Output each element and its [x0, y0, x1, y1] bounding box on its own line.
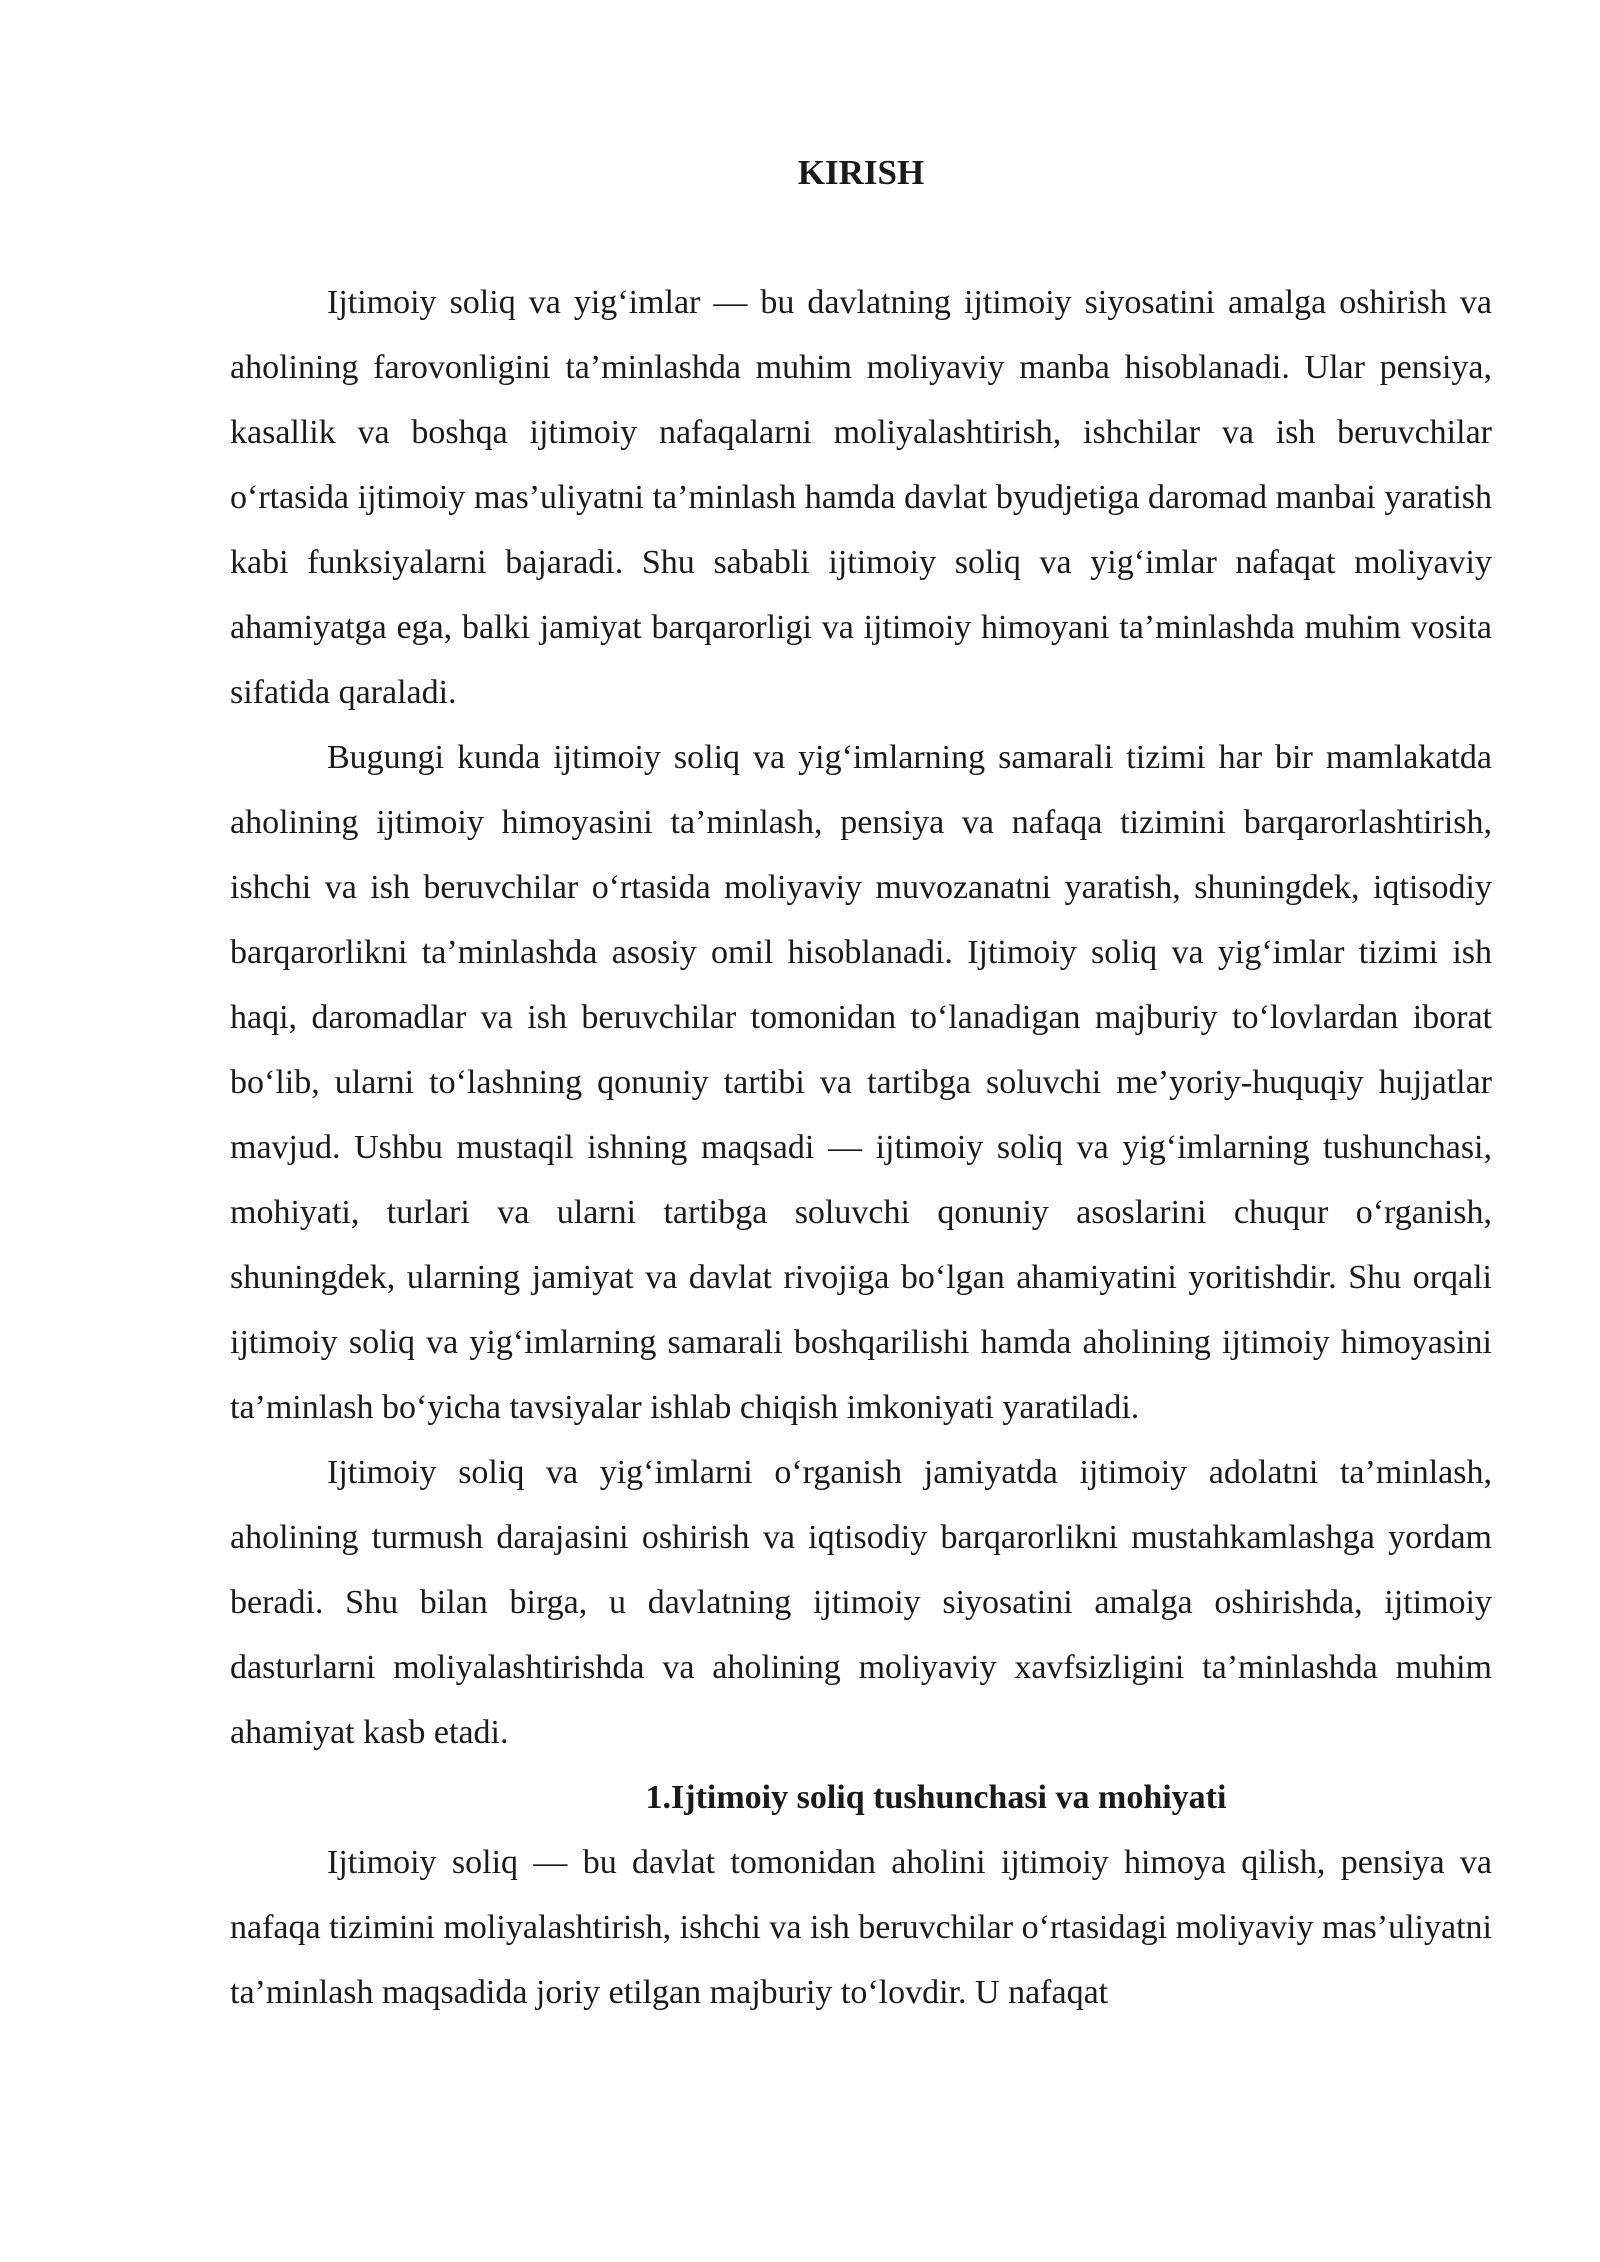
intro-paragraph-2: Bugungi kunda ijtimoiy soliq va yig‘imlarning samarali tizimi har bir mamlakatda aholining ijtimoiy himoyasini ta’minlash, pensiya va nafaqa tizimini barqarorlashtirish, ishchi va ish beruvchilar o‘rtasida moliyaviy muvozanatni yaratish, shuningdek, iqtisodiy barqarorlikni ta’minlashda asosiy omil hisoblanadi. Ijtimoiy soliq va yig‘imlar tizimi ish haqi, daromadlar va ish beruvchilar tomonidan to‘lanadigan majburiy to‘lovlardan iborat bo‘lib, ularni to‘lashning qonuniy tartibi va tartibga soluvchi me’yoriy-huquqiy hujjatlar mavjud. Ushbu mustaqil ishning maqsadi — ijtimoiy soliq va yig‘imlarning tushunchasi, mohiyati, turlari va ularni tartibga soluvchi qonuniy asoslarini chuqur o‘rganish, shuningdek, ularning jamiyat va davlat rivojiga bo‘lgan ahamiyatini yoritishdir. Shu orqali ijtimoiy soliq va yig‘imlarning samarali boshqarilishi hamda aholining ijtimoiy himoyasini ta’minlash bo‘yicha tavsiyalar ishlab chiqish imkoniyati yaratiladi.	[230, 739, 1492, 1426]
section-heading: 1.Ijtimoiy soliq tushunchasi va mohiyati	[645, 1779, 1227, 1816]
intro-paragraph-3: Ijtimoiy soliq va yig‘imlarni o‘rganish jamiyatda ijtimoiy adolatni ta’minlash, aholining turmush darajasini oshirish va iqtisodiy barqarorlikni mustahkamlashga yordam beradi. Shu bilan birga, u davlatning ijtimoiy siyosatini amalga oshirishda, ijtimoiy dasturlarni moliyalashtirishda va aholining moliyaviy xavfsizligini ta’minlashda muhim ahamiyat kasb etadi.	[230, 1454, 1492, 1751]
section-paragraph: Ijtimoiy soliq — bu davlat tomonidan aholini ijtimoiy himoya qilish, pensiya va nafaqa tizimini moliyalashtirish, ishchi va ish beruvchilar o‘rtasidagi moliyaviy mas’uliyatni ta’minlash maqsadida joriy etilgan majburiy to‘lovdir. U nafaqat	[230, 1844, 1492, 2011]
page-title: KIRISH	[797, 153, 925, 192]
intro-text	[230, 270, 1492, 2025]
intro-paragraph-1: Ijtimoiy soliq va yig‘imlar — bu davlatning ijtimoiy siyosatini amalga oshirish va aholining farovonligini ta’minlashda muhim moliyaviy manba hisoblanadi. Ular pensiya, kasallik va boshqa ijtimoiy nafaqalarni moliyalashtirish, ishchilar va ish beruvchilar o‘rtasida ijtimoiy mas’uliyatni ta’minlash hamda davlat byudjetiga daromad manbai yaratish kabi funksiyalarni bajaradi. Shu sababli ijtimoiy soliq va yig‘imlar nafaqat moliyaviy ahamiyatga ega, balki jamiyat barqarorligi va ijtimoiy himoyani ta’minlashda muhim vosita sifatida qaraladi.	[230, 284, 1492, 711]
